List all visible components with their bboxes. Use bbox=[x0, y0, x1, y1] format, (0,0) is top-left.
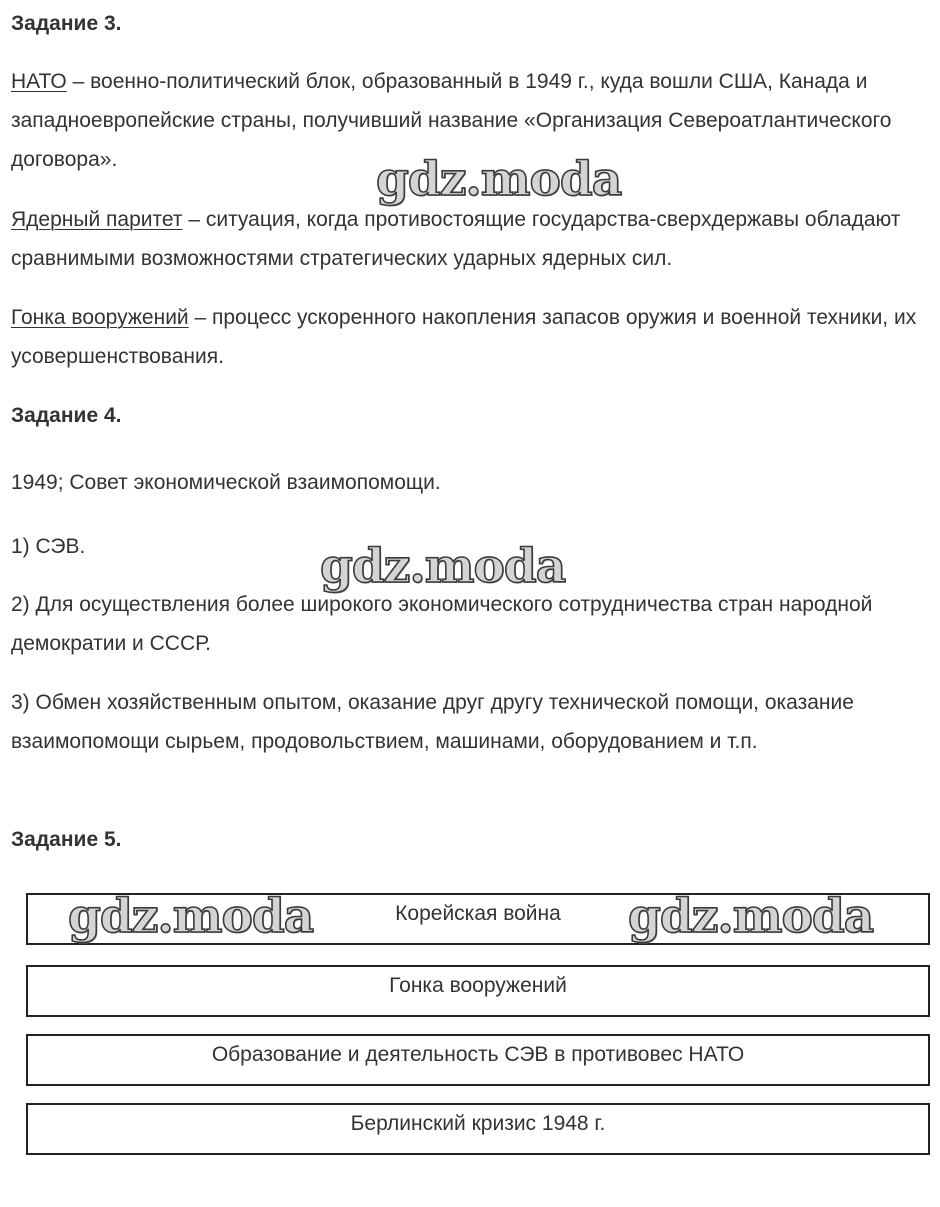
scheme-box-label: Образование и деятельность СЭВ в противовес НАТО bbox=[211, 1043, 745, 1066]
definition-nuclear-parity bbox=[11, 200, 920, 278]
term-arms-race: Гонка вооружений bbox=[11, 306, 189, 329]
task4-answer-3: 2) Для осуществления более широкого экономического сотрудничества стран народной демократии и СССР. bbox=[11, 593, 873, 655]
term-nato: НАТО bbox=[11, 70, 67, 93]
task4-heading: Задание 4. bbox=[11, 404, 122, 427]
watermark-logo: gdz.moda bbox=[320, 539, 566, 594]
scheme-box-korean-war bbox=[26, 889, 930, 945]
scheme-box-arms-race bbox=[26, 965, 930, 1017]
scheme-box-comecon bbox=[26, 1034, 930, 1086]
scheme-box-label: Гонка вооружений bbox=[389, 974, 567, 997]
task5-heading: Задание 5. bbox=[11, 828, 122, 851]
task4-answer-4: 3) Обмен хозяйственным опытом, оказание друг другу технической помощи, оказание взаимопомощи сырьем, продовольствием, машинами, оборудованием и т.п. bbox=[11, 691, 854, 753]
definition-arms-race bbox=[11, 298, 920, 376]
definition-nato bbox=[11, 62, 920, 179]
watermark-logo: gdz.moda bbox=[628, 889, 874, 944]
scheme-box-label: Корейская война bbox=[395, 902, 561, 925]
definition-nuclear-parity-text: – ситуация, когда противостоящие государства-сверхдержавы обладают сравнимыми возможностями стратегических ударных ядерных сил. bbox=[11, 208, 901, 270]
task4-answer-1: 1949; Совет экономической взаимопомощи. bbox=[11, 471, 441, 494]
scheme-box-berlin-crisis bbox=[26, 1103, 930, 1155]
task3-heading: Задание 3. bbox=[11, 12, 122, 35]
watermark-logo: gdz.moda bbox=[68, 889, 314, 944]
definition-arms-race-text: – процесс ускоренного накопления запасов оружия и военной техники, их усовершенствования. bbox=[11, 306, 917, 368]
task4-answer-2: 1) СЭВ. bbox=[11, 535, 86, 558]
term-nuclear-parity: Ядерный паритет bbox=[11, 208, 183, 231]
definition-nato-text: – военно-политический блок, образованный в 1949 г., куда вошли США, Канада и западноевропейские страны, получивший название «Организация Североатлантического договора». bbox=[11, 70, 892, 171]
scheme-box-label: Берлинский кризис 1948 г. bbox=[350, 1112, 606, 1135]
watermark-logo: gdz.moda bbox=[376, 152, 622, 207]
